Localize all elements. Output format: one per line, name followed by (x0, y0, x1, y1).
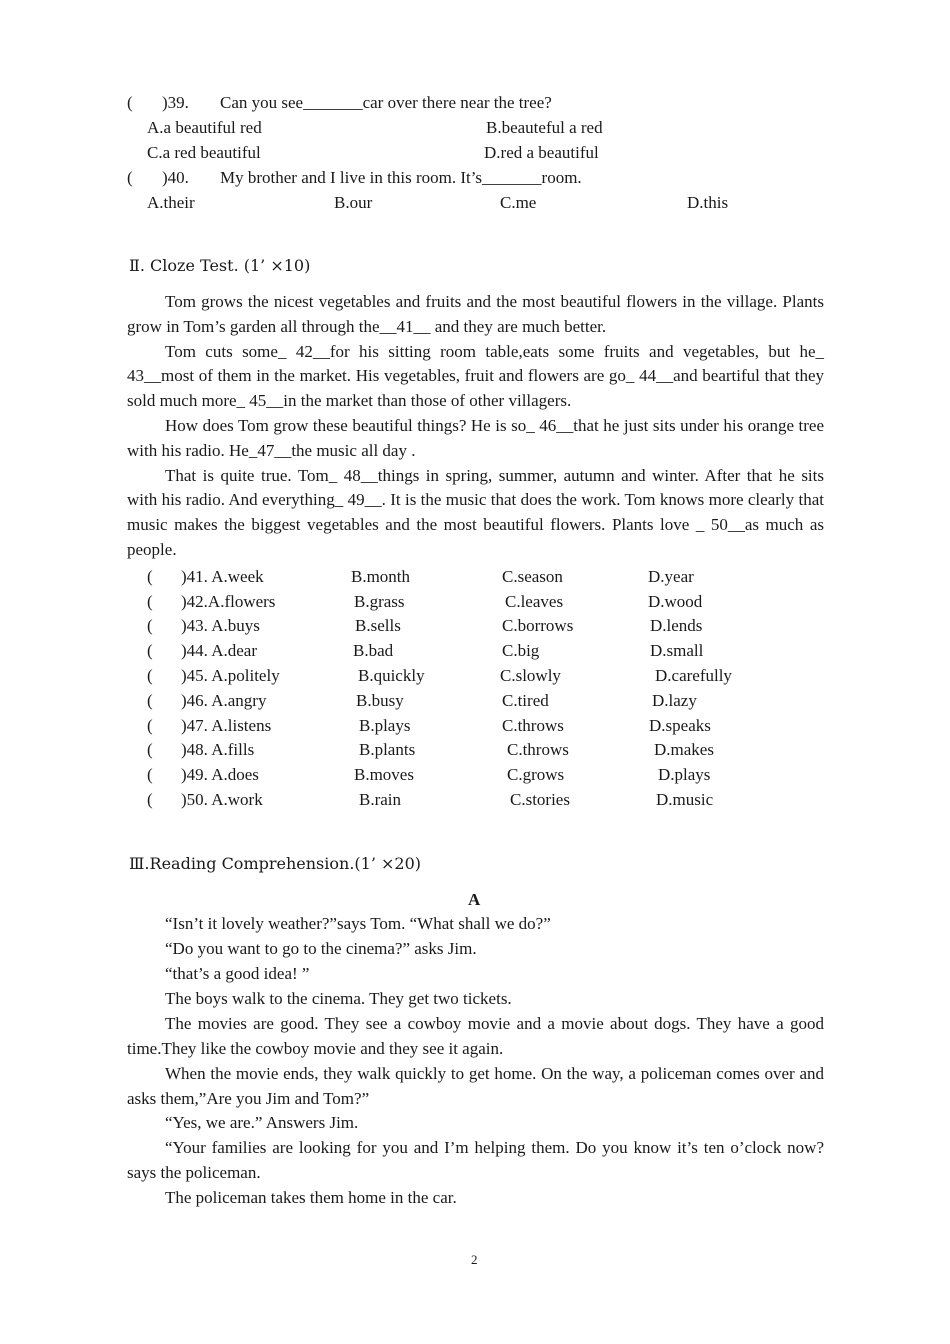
q49-option-b: B.moves (354, 765, 414, 784)
q43-paren: ( (147, 616, 153, 635)
q44-option-b: B.bad (353, 641, 394, 660)
q49-option-c: C.grows (507, 765, 565, 784)
q46-paren: ( (147, 691, 153, 710)
q43-option-a: )43. A.buys (181, 616, 260, 635)
q48-option-d: D.makes (654, 740, 714, 759)
q44-option-d: D.small (650, 641, 704, 660)
q48-option-c: C.throws (507, 740, 569, 759)
q41-option-c: C.season (502, 567, 563, 586)
page-number: 2 (471, 1252, 478, 1267)
q48-option-b: B.plants (359, 740, 416, 759)
q41-paren: ( (147, 567, 153, 586)
cloze-heading: Ⅱ. Cloze Test. (1’ ×10) (129, 256, 311, 275)
q44-paren: ( (147, 641, 153, 660)
q45-option-d: D.carefully (655, 666, 732, 685)
q50-paren: ( (147, 790, 153, 809)
q39-question: Can you see_______car over there near the tree? (220, 93, 552, 112)
reading-line-3: “that’s a good idea! ” (165, 964, 310, 983)
q40-question: My brother and I live in this room. It’s_______room. (220, 168, 582, 187)
q43-option-d: D.lends (650, 616, 703, 635)
reading-paragraph-families-text: “Your families are looking for you and I’m helping them. Do you know it’s ten o’clock now? says the policeman. (127, 1138, 824, 1182)
reading-paragraph-policeman-text: When the movie ends, they walk quickly to get home. On the way, a policeman comes over and asks them,”Are you Jim and Tom?” (127, 1064, 824, 1108)
q39-paren: ( (127, 93, 133, 112)
q50-option-c: C.stories (510, 790, 570, 809)
q42-option-b: B.grass (354, 592, 405, 611)
q47-option-d: D.speaks (649, 716, 711, 735)
q39-option-d: D.red a beautiful (484, 143, 599, 162)
q40-option-b: B.our (334, 193, 373, 212)
q46-option-d: D.lazy (652, 691, 697, 710)
q40-paren: ( (127, 168, 133, 187)
q42-option-d: D.wood (648, 592, 703, 611)
q46-option-b: B.busy (356, 691, 404, 710)
q47-option-b: B.plays (359, 716, 411, 735)
q49-paren: ( (147, 765, 153, 784)
reading-paragraph-families (127, 1136, 824, 1186)
q50-option-a: )50. A.work (181, 790, 263, 809)
cloze-paragraph-1: Tom grows the nicest vegetables and fruits and the most beautiful flowers in the village. Plants grow in Tom’s garden all through the__41__ and they are much better. (127, 292, 824, 336)
q44-option-a: )44. A.dear (181, 641, 258, 660)
cloze-paragraph-2: Tom cuts some_ 42__for his sitting room table,eats some fruits and vegetables, but he_ 43__most of them in the market. His vegetables, fruit and flowers are go_ 44__and beartiful that they sold much more_ 45__in the market than those of other villagers. (127, 341, 824, 411)
q39-option-c: C.a red beautiful (147, 143, 261, 162)
reading-paragraph-policeman (127, 1062, 824, 1112)
q41-option-a: )41. A.week (181, 567, 264, 586)
q41-option-d: D.year (648, 567, 694, 586)
q49-option-a: )49. A.does (181, 765, 259, 784)
reading-line-final: The policeman takes them home in the car. (165, 1188, 457, 1207)
reading-section-label: A (468, 890, 481, 909)
reading-line-4: The boys walk to the cinema. They get two tickets. (165, 989, 512, 1008)
q40-option-a: A.their (147, 193, 195, 212)
reading-paragraph-movies (127, 1012, 824, 1062)
q43-option-b: B.sells (355, 616, 401, 635)
q46-option-c: C.tired (502, 691, 549, 710)
q42-option-c: C.leaves (505, 592, 564, 611)
q47-option-c: C.throws (502, 716, 564, 735)
q40-number: )40. (162, 168, 189, 187)
reading-paragraph-movies-text: The movies are good. They see a cowboy movie and a movie about dogs. They have a good time.They like the cowboy movie and they see it again. (127, 1014, 824, 1058)
q39-option-b: B.beauteful a red (486, 118, 603, 137)
q41-option-b: B.month (351, 567, 411, 586)
q50-option-d: D.music (656, 790, 714, 809)
q50-option-b: B.rain (359, 790, 402, 809)
cloze-paragraph-3: How does Tom grow these beautiful things? He is so_ 46__that he just sits under his orange tree with his radio. He_47__the music all day . (127, 415, 824, 460)
q42-option-a: )42.A.flowers (181, 592, 276, 611)
q47-option-a: )47. A.listens (181, 716, 272, 735)
q45-option-c: C.slowly (500, 666, 561, 685)
q45-paren: ( (147, 666, 153, 685)
q45-option-a: )45. A.politely (181, 666, 280, 685)
reading-line-answer: “Yes, we are.” Answers Jim. (165, 1113, 359, 1132)
q48-paren: ( (147, 740, 153, 759)
reading-line-2: “Do you want to go to the cinema?” asks Jim. (165, 939, 477, 958)
q47-paren: ( (147, 716, 153, 735)
cloze-paragraph-4: That is quite true. Tom_ 48__things in spring, summer, autumn and winter. After that he sits with his radio. And everything_ 49__. It is the music that does the work. Tom knows more clearly that music makes the biggest vegetables and the most beautiful flowers. Plants love _ 50__as much as people. (127, 465, 824, 559)
q42-paren: ( (147, 592, 153, 611)
q46-option-a: )46. A.angry (181, 691, 267, 710)
q48-option-a: )48. A.fills (181, 740, 255, 759)
q44-option-c: C.big (502, 641, 540, 660)
q49-option-d: D.plays (658, 765, 711, 784)
q40-option-d: D.this (687, 193, 729, 212)
q40-option-c: C.me (500, 193, 537, 212)
reading-heading: Ⅲ.Reading Comprehension.(1’ ×20) (129, 854, 421, 873)
q43-option-c: C.borrows (502, 616, 574, 635)
q39-number: )39. (162, 93, 189, 112)
reading-line-1: “Isn’t it lovely weather?”says Tom. “What shall we do?” (165, 914, 551, 933)
q39-option-a: A.a beautiful red (147, 118, 262, 137)
q45-option-b: B.quickly (358, 666, 425, 685)
cloze-passage (127, 290, 824, 563)
